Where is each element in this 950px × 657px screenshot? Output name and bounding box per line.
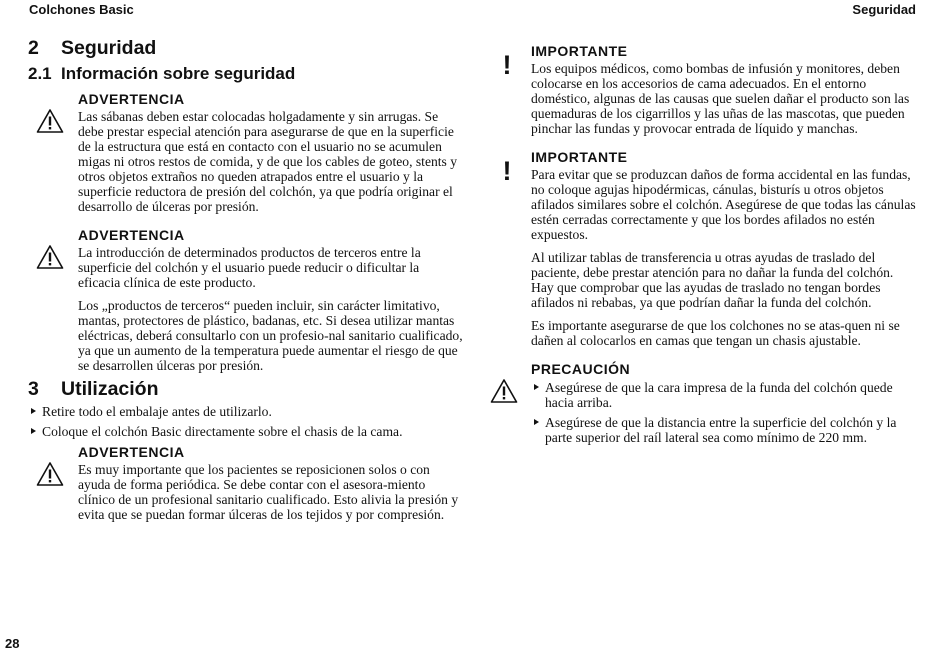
warning-text: La introducción de determinados productos de terceros entre la superficie del colchón y el usuario puede reducir o dificultar la eficacia clínica de este producto.: [78, 245, 421, 290]
important-text: Es importante asegurarse de que los colchones no se atas-quen ni se dañen al colocarlos en camas que tengan un chasis ajustable.: [531, 318, 900, 348]
warning-triangle-icon: [36, 108, 64, 134]
caution-triangle-icon: [490, 378, 518, 404]
warning-text: Las sábanas deben estar colocadas holgadamente y sin arrugas. Se debe prestar especial atención para asegurarse de que en la superficie de la estructura que está en contacto con el usuario no se acumulen migas ni otros restos de comida, y de que los cables de goteo, stents y otros objetos extraños no queden atrapados entre el usuario y la superficie reductora de presión del colchón, ya que podría originar el desarrollo de úlceras por presión.: [78, 109, 458, 214]
warning-block-3: [28, 443, 463, 522]
important-text: Para evitar que se produzcan daños de forma accidental en las fundas, no coloque agujas hipodérmicas, cánulas, bisturís u otros objetos afilados similares sobre el colchón. Asegúrese de que todas las cánulas estén cerradas correctamente y que los bordes afilados no estén expuestos.: [531, 167, 916, 242]
bullet-arrow-icon: [31, 408, 36, 414]
warning-text: Es muy importante que los pacientes se reposicionen solos o con ayuda de forma periódica. Se debe contar con el asesora-miento clínico de un profesional sanitario cualificado. Esto alivia la presión y evita que se puedan formar úlceras de los tejidos y por compresión.: [78, 462, 459, 522]
important-label: IMPORTANTE: [531, 43, 628, 59]
bullet-arrow-icon: [31, 428, 36, 434]
right-column: [493, 42, 918, 445]
bullet-arrow-icon: [534, 419, 539, 425]
exclamation-icon: !: [502, 156, 512, 186]
warning-text: Los „productos de terceros“ pueden incluir, sin carácter limitativo, mantas, protectores de plástico, badanas, etc. Si desea utilizar mantas eléctricas, deberá consultarlo con un profesio-nal sanitario cualificado, ya que un aumento de la temperatura puede aumentar el riesgo de que se desarrollen úlceras por presión.: [78, 298, 463, 373]
exclamation-icon: !: [502, 50, 512, 80]
section-2-number: 2: [28, 37, 39, 59]
list-item: Retire todo el embalaje antes de utilizarlo.: [28, 404, 463, 419]
list-item: Asegúrese de que la cara impresa de la funda del colchón quede hacia arriba.: [531, 380, 918, 410]
warning-label: ADVERTENCIA: [78, 444, 185, 460]
running-header-right: Seguridad: [852, 2, 916, 17]
usage-bullet-list: [28, 404, 463, 439]
page-number: 28: [5, 636, 20, 651]
section-2-title: Seguridad: [61, 37, 157, 59]
warning-triangle-icon: [36, 461, 64, 487]
warning-triangle-icon: [36, 244, 64, 270]
caution-bullet-list: [531, 380, 918, 445]
caution-label: PRECAUCIÓN: [531, 361, 631, 377]
important-text: Al utilizar tablas de transferencia u otras ayudas de traslado del paciente, debe prestar atención para no dañar la funda del colchón. Hay que comprobar que las ayudas de traslado no tengan bordes afilados ni rebabas, ya que podrían dañar la funda del colchón.: [531, 250, 894, 310]
important-block-2: [493, 148, 918, 348]
list-item: Coloque el colchón Basic directamente sobre el chasis de la cama.: [28, 424, 463, 439]
important-text: Los equipos médicos, como bombas de infusión y monitores, deben colocarse en los accesorios de cama adecuados. En el entorno doméstico, algunas de las causas que suelen dañar el producto son las quemaduras de los cigarrillos y las uñas de las mascotas, que pueden pinchar las fundas y provocar entrada de líquido y manchas.: [531, 61, 910, 136]
section-2-heading: [28, 36, 463, 60]
section-2-1-number: 2.1: [28, 64, 52, 83]
warning-block-1: [28, 90, 463, 214]
section-3-heading: [28, 377, 463, 401]
important-block-1: [493, 42, 918, 136]
left-column: [28, 36, 463, 522]
caution-block: [493, 360, 918, 445]
important-label: IMPORTANTE: [531, 149, 628, 165]
section-3-number: 3: [28, 378, 39, 400]
warning-label: ADVERTENCIA: [78, 91, 185, 107]
bullet-arrow-icon: [534, 384, 539, 390]
list-item: Asegúrese de que la distancia entre la superficie del colchón y la parte superior del raíl lateral sea como mínimo de 220 mm.: [531, 415, 918, 445]
section-2-1-heading: [28, 63, 463, 85]
section-2-1-title: Información sobre seguridad: [61, 64, 296, 83]
section-3-title: Utilización: [61, 378, 159, 400]
warning-block-2: [28, 226, 463, 373]
warning-label: ADVERTENCIA: [78, 227, 185, 243]
running-header-left: Colchones Basic: [29, 2, 134, 17]
